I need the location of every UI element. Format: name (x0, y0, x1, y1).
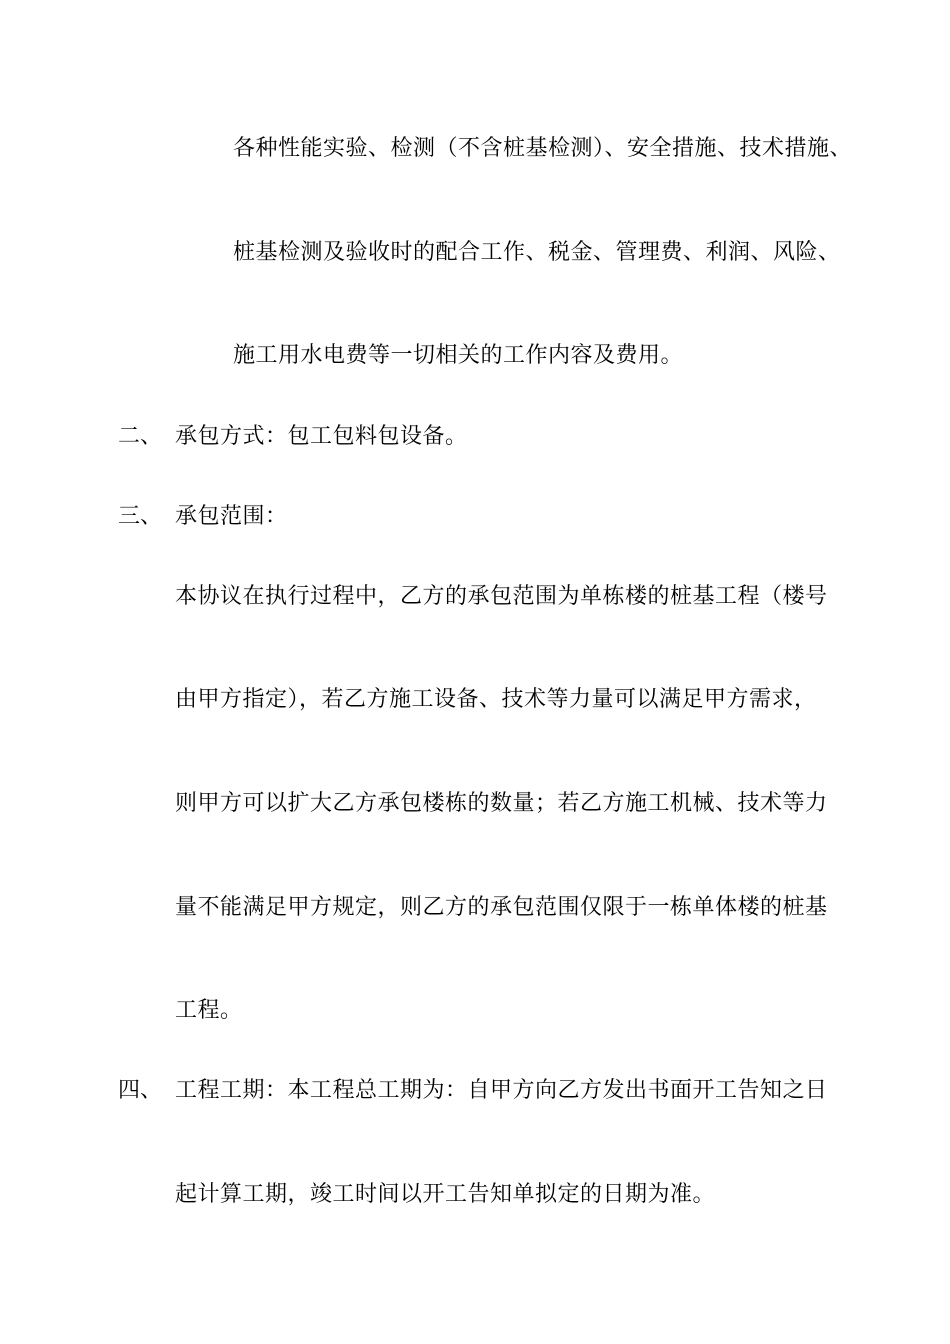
item3-number: 三、 (118, 504, 163, 529)
item4-number: 四、 (118, 1078, 163, 1103)
item3-body-line-4: 量不能满足甲方规定，则乙方的承包范围仅限于一栋单体楼的桩基 (175, 895, 828, 920)
item2-number: 二、 (118, 424, 163, 449)
item1-continuation-line-3: 施工用水电费等一切相关的工作内容及费用。 (233, 343, 684, 368)
item1-continuation-line-1: 各种性能实验、检测（不含桩基检测）、安全措施、技术措施、 (233, 136, 853, 161)
item3-body-line-2: 由甲方指定），若乙方施工设备、技术等力量可以满足甲方需求， (175, 687, 817, 712)
item4-line-2: 起计算工期，竣工时间以开工告知单拟定的日期为准。 (175, 1182, 716, 1207)
item1-continuation-line-2: 桩基检测及验收时的配合工作、税金、管理费、利润、风险、 (233, 240, 841, 265)
item3-heading: 承包范围： (175, 504, 288, 529)
item3-body-line-5: 工程。 (175, 998, 243, 1023)
item4-line-1: 工程工期：本工程总工期为：自甲方向乙方发出书面开工告知之日 (175, 1078, 828, 1103)
item3-body-line-3: 则甲方可以扩大乙方承包楼栋的数量；若乙方施工机械、技术等力 (175, 791, 828, 816)
item3-body-line-1: 本协议在执行过程中，乙方的承包范围为单栋楼的桩基工程（楼号 (175, 584, 828, 609)
item2-text: 承包方式：包工包料包设备。 (175, 424, 468, 449)
